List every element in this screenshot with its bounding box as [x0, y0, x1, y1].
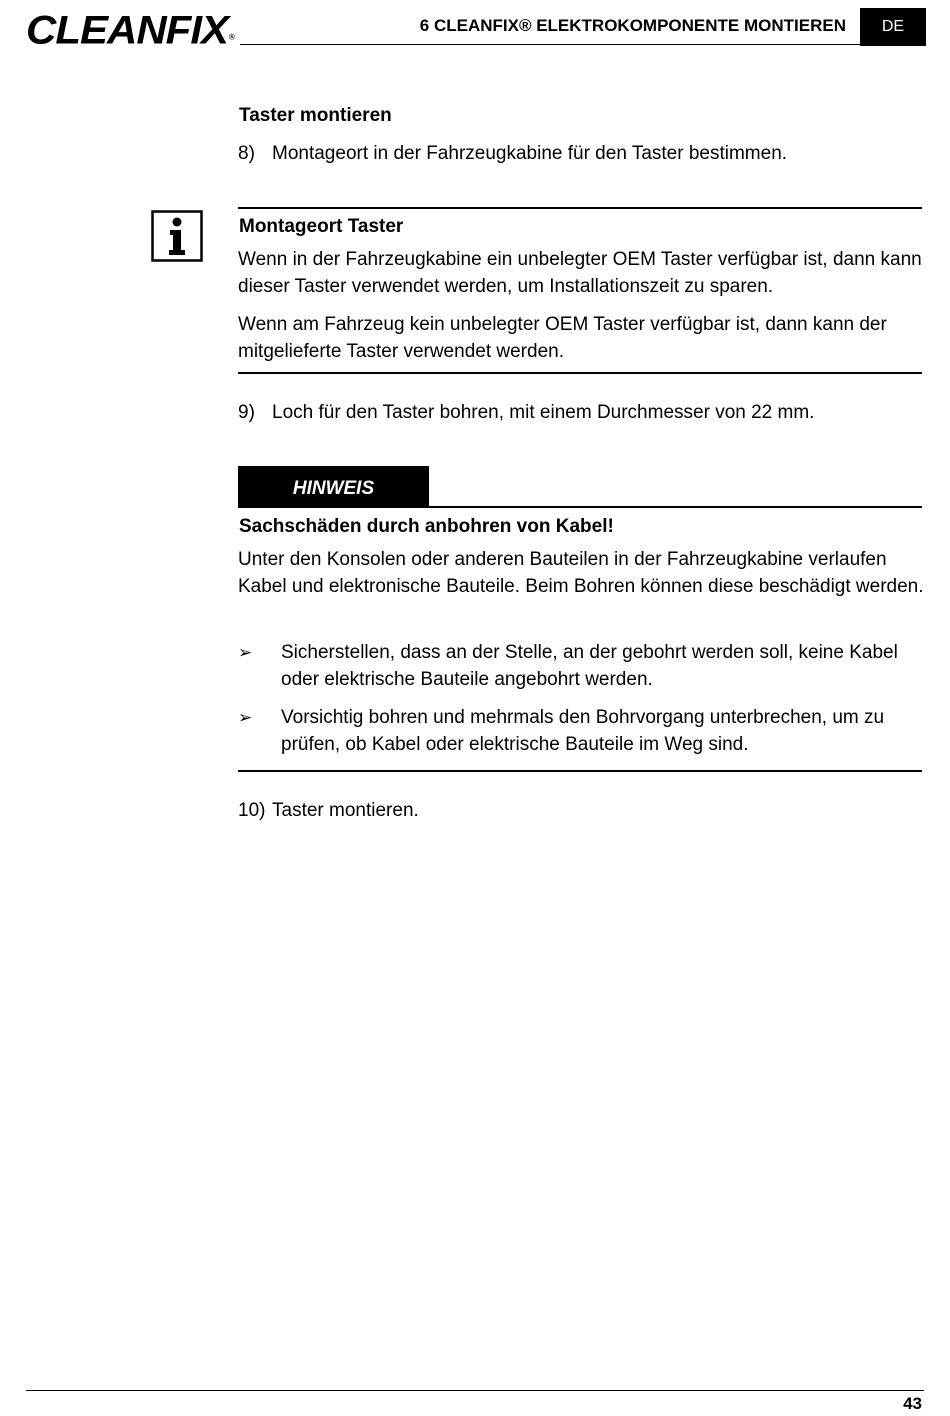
- info-box-bottom-rule: [238, 372, 922, 374]
- page-number: 43: [903, 1394, 922, 1413]
- info-paragraph-2: Wenn am Fahrzeug kein unbelegter OEM Taster verfügbar ist, dann kann der mitgelieferte Taster verwendet werden.: [238, 314, 887, 362]
- notice-title: Sachschäden durch anbohren von Kabel!: [239, 516, 614, 537]
- section-heading: Taster montieren: [239, 105, 392, 126]
- step-text: Loch für den Taster bohren, mit einem Durchmesser von 22 mm.: [272, 402, 815, 423]
- info-box-top-rule: [238, 207, 922, 209]
- arrow-bullet-icon: ➢: [238, 708, 253, 727]
- hinweis-label: HINWEIS: [238, 466, 429, 508]
- logo-text: CLEANFIX: [26, 7, 228, 53]
- logo-registered-mark: ®: [229, 33, 234, 42]
- arrow-bullet-icon: ➢: [238, 643, 253, 662]
- bullet-text: Sicherstellen, dass an der Stelle, an der gebohrt werden soll, keine Kabel oder elektrische Bauteile angebohrt werden.: [281, 642, 898, 690]
- bullet-text: Vorsichtig bohren und mehrmals den Bohrvorgang unterbrechen, um zu prüfen, ob Kabel oder elektrische Bauteile im Weg sind.: [281, 707, 885, 755]
- chapter-title: 6 CLEANFIX® ELEKTROKOMPONENTE MONTIEREN: [419, 16, 846, 35]
- footer-divider: [26, 1390, 924, 1391]
- info-box-title: Montageort Taster: [239, 216, 404, 237]
- step-8: [238, 141, 787, 167]
- step-10: [238, 798, 419, 824]
- notice-box-top-rule: [238, 506, 922, 508]
- header-divider: [240, 44, 860, 45]
- info-paragraph-1: Wenn in der Fahrzeugkabine ein unbelegter OEM Taster verfügbar ist, dann kann dieser Taster verwendet werden, um Installationszeit zu sparen.: [238, 249, 922, 297]
- cleanfix-logo: [26, 7, 234, 60]
- step-number: 9): [238, 402, 255, 423]
- step-number: 8): [238, 143, 255, 164]
- language-badge: DE: [860, 8, 926, 46]
- notice-box-bottom-rule: [238, 770, 922, 772]
- step-9: [238, 400, 814, 426]
- info-icon: [151, 210, 203, 262]
- step-text: Montageort in der Fahrzeugkabine für den Taster bestimmen.: [272, 143, 788, 164]
- notice-paragraph: Unter den Konsolen oder anderen Bauteilen in der Fahrzeugkabine verlaufen Kabel und elektronische Bauteile. Beim Bohren können diese beschädigt werden.: [238, 549, 924, 597]
- step-number: 10): [238, 800, 266, 821]
- step-text: Taster montieren.: [272, 800, 419, 821]
